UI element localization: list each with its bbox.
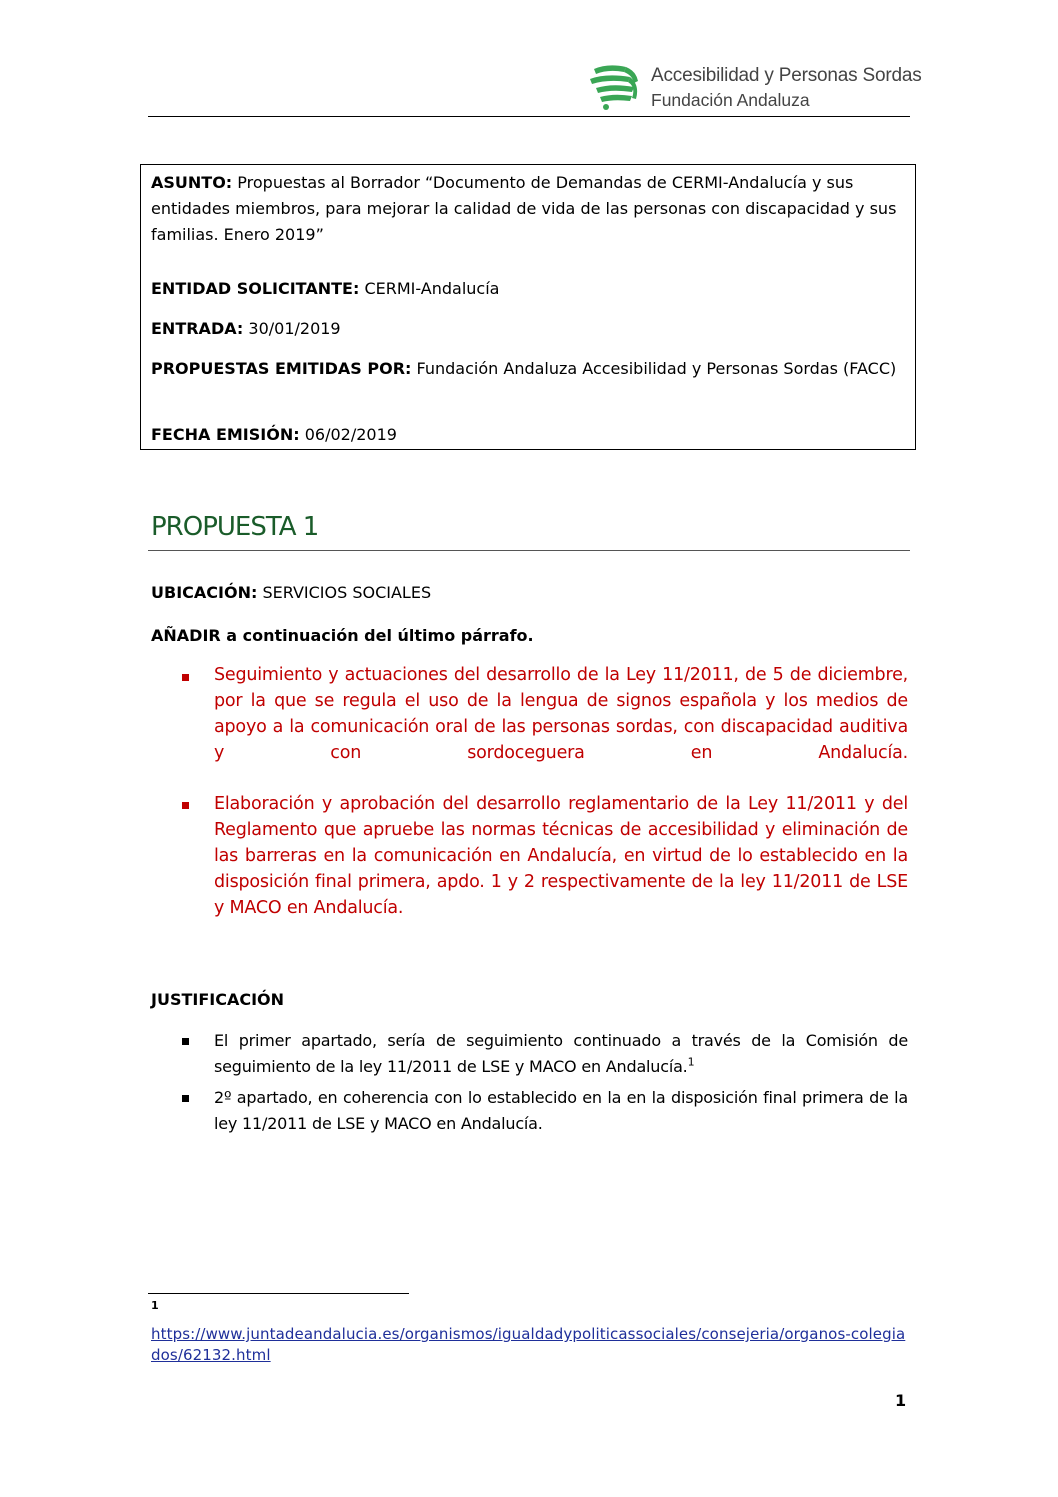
footnote-link[interactable]: https://www.juntadeandalucia.es/organismos/igualdadypoliticassociales/consejeria/organos-colegiados/62132.html xyxy=(151,1325,906,1364)
footnote-number: 1 xyxy=(151,1299,159,1312)
entrada-text: 30/01/2019 xyxy=(243,319,341,338)
bullet-icon xyxy=(182,802,189,809)
ubicacion-text: SERVICIOS SOCIALES xyxy=(257,583,432,602)
propuestas-paragraph xyxy=(151,356,901,382)
anadir-text: a continuación del último párrafo. xyxy=(220,626,534,645)
anadir-line xyxy=(151,624,534,648)
entidad-paragraph xyxy=(151,276,901,302)
header-divider xyxy=(148,116,910,117)
anadir-label: AÑADIR xyxy=(151,626,221,645)
stylized-hands-logo-icon xyxy=(586,61,646,111)
justificacion-item xyxy=(214,1028,908,1080)
section-divider xyxy=(148,550,910,551)
entrada-paragraph xyxy=(151,316,901,342)
red-list-item: Elaboración y aprobación del desarrollo reglamentario de la Ley 11/2011 y del Reglamento que apruebe las normas técnicas de accesibilidad y eliminación de las barreras en la comunicación en Andalucía, en virtud de lo establecido en la disposición final primera, apdo. 1 y 2 respectivamente de la ley 11/2011 de LSE y MACO en Andalucía. xyxy=(214,794,908,918)
justificacion-item: 2º apartado, en coherencia con lo establecido en la en la disposición final primera de la ley 11/2011 de LSE y MACO en Andalucía. xyxy=(214,1088,908,1133)
asunto-label: ASUNTO: xyxy=(151,173,233,192)
section-title: PROPUESTA 1 xyxy=(151,512,319,542)
bullet-icon xyxy=(182,674,189,681)
propuestas-text: Fundación Andaluza Accesibilidad y Personas Sordas (FACC) xyxy=(411,359,897,378)
subject-box xyxy=(140,164,916,450)
page-number: 1 xyxy=(895,1391,907,1410)
entidad-label: ENTIDAD SOLICITANTE: xyxy=(151,279,360,298)
justificacion-title: JUSTIFICACIÓN xyxy=(151,990,285,1009)
ubicacion-line xyxy=(151,581,431,605)
fecha-text: 06/02/2019 xyxy=(299,425,397,444)
entrada-label: ENTRADA: xyxy=(151,319,244,338)
logo-subtitle: Fundación Andaluza xyxy=(651,90,810,110)
bullet-icon xyxy=(182,1038,189,1045)
page-header xyxy=(148,55,922,117)
asunto-paragraph xyxy=(151,170,901,248)
entidad-text: CERMI-Andalucía xyxy=(359,279,500,298)
logo-title: Accesibilidad y Personas Sordas xyxy=(651,65,922,86)
asunto-text: Propuestas al Borrador “Documento de Demandas de CERMI-Andalucía y sus entidades miembros, para mejorar la calidad de vida de las personas con discapacidad y sus familias. Enero 2019” xyxy=(151,173,897,244)
propuestas-label: PROPUESTAS EMITIDAS POR: xyxy=(151,359,412,378)
footnote-reference[interactable]: 1 xyxy=(687,1055,695,1069)
fecha-paragraph xyxy=(151,422,901,448)
fecha-label: FECHA EMISIÓN: xyxy=(151,425,300,444)
justificacion-item-text: El primer apartado, sería de seguimiento continuado a través de la Comisión de seguimiento de la ley 11/2011 de LSE y MACO en Andalucía. xyxy=(214,1031,908,1076)
footnote-divider xyxy=(148,1293,409,1294)
red-list-item: Seguimiento y actuaciones del desarrollo de la Ley 11/2011, de 5 de diciembre, por la que se regula el uso de la lengua de signos española y los medios de apoyo a la comunicación oral de las personas sordas, con discapacidad auditiva y con sordoceguera en Andalucía. xyxy=(214,665,908,763)
bullet-icon xyxy=(182,1095,189,1102)
ubicacion-label: UBICACIÓN: xyxy=(151,583,258,602)
